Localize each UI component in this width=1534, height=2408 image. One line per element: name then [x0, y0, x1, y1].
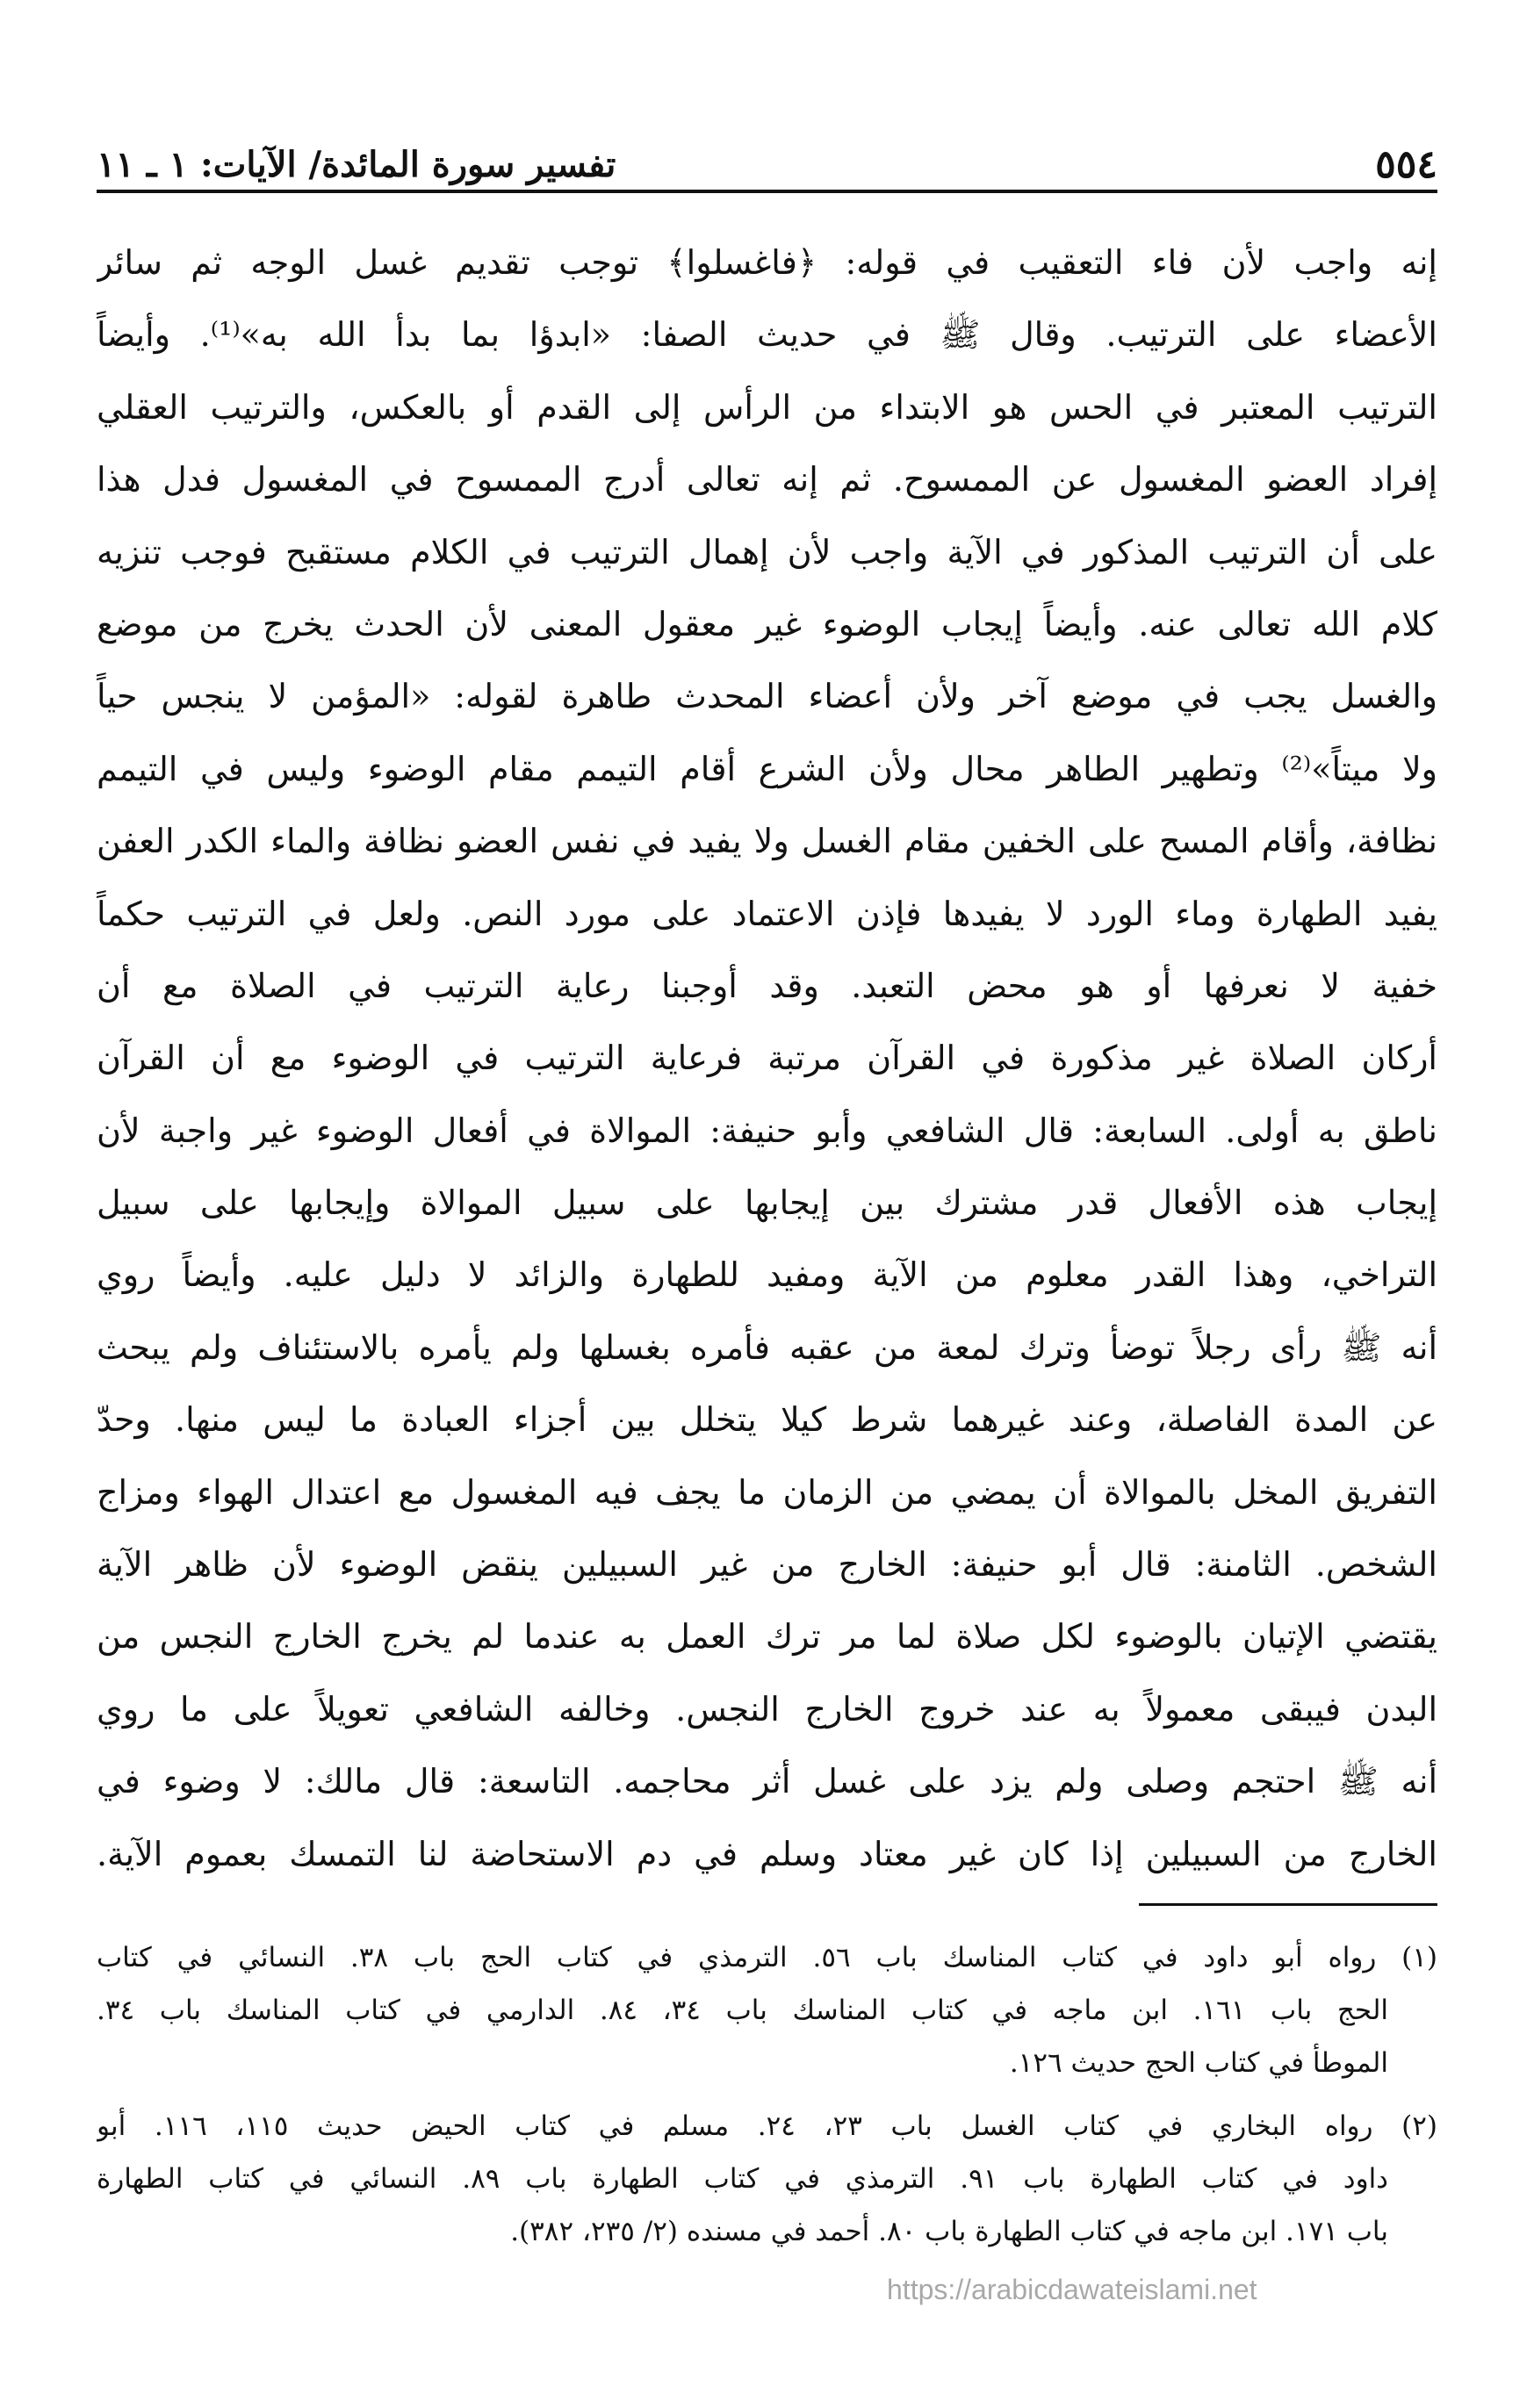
footnotes: [97, 1931, 1437, 2268]
text-line: عن المدة الفاصلة، وعند غيرهما شرط كيلا يتخلل بين أجزاء العبادة ما ليس منها. وحدّ: [97, 1400, 1437, 1440]
text-line: أركان الصلاة غير مذكورة في القرآن مرتبة فرعاية الترتيب في الوضوء مع أن القرآن: [97, 1039, 1437, 1078]
footnote-1: [97, 1931, 1437, 2089]
text-line: الأعضاء على الترتيب. وقال ﷺ في حديث الصفا: «ابدؤا بما بدأ الله به»⁽¹⁾. وأيضاً: [97, 315, 1437, 355]
footnote-separator: [1139, 1903, 1437, 1906]
text-line: على أن الترتيب المذكور في الآية واجب لأن إهمال الترتيب في الكلام مستقبح فوجب تنزيه: [97, 532, 1437, 571]
text-line: ولا ميتاً»⁽²⁾ وتطهير الطاهر محال ولأن الشرع أقام التيمم مقام الوضوء وليس في التيمم: [97, 749, 1437, 788]
text-line: إيجاب هذه الأفعال قدر مشترك بين إيجابها على سبيل الموالاة وإيجابها على سبيل: [97, 1183, 1437, 1223]
page-header: [97, 132, 1437, 193]
text-line: أنه ﷺ احتجم وصلى ولم يزد على غسل أثر محاجمه. التاسعة: قال مالك: لا وضوء في: [97, 1762, 1437, 1801]
website-watermark: https://arabicdawateislami.net: [887, 2274, 1257, 2305]
text-line: التراخي، وهذا القدر معلوم من الآية ومفيد للطهارة والزائد لا دليل عليه. وأيضاً روي: [97, 1255, 1437, 1295]
text-line: الشخص. الثامنة: قال أبو حنيفة: الخارج من غير السبيلين ينقض الوضوء لأن ظاهر الآية: [97, 1545, 1437, 1585]
page-number: ٥٥٤: [1375, 142, 1437, 187]
footnote-line: باب ١٧١. ابن ماجه في كتاب الطهارة باب ٨٠. أحمد في مسنده (٢/ ٢٣٥، ٣٨٢).: [510, 2216, 1388, 2247]
text-line: خفية لا نعرفها أو هو محض التعبد. وقد أوجبنا رعاية الترتيب في الصلاة مع أن: [97, 966, 1437, 1005]
text-line: نظافة، وأقام المسح على الخفين مقام الغسل ولا يفيد في نفس العضو نظافة والماء الكدر العفن: [97, 822, 1437, 861]
running-title: تفسير سورة المائدة/ الآيات: ١ ـ ١١: [97, 144, 616, 185]
footnote-2: [97, 2100, 1437, 2258]
text-line: إفراد العضو المغسول عن الممسوح. ثم إنه تعالى أدرج الممسوح في المغسول فدل هذا: [97, 460, 1437, 500]
footnote-line: الموطأ في كتاب الحج حديث ١٢٦.: [1009, 2047, 1388, 2079]
text-line: الخارج من السبيلين إذا كان غير معتاد وسلم في دم الاستحاضة لنا التمسك بعموم الآية.: [97, 1834, 1437, 1873]
main-text: [97, 226, 1437, 1890]
text-line: أنه ﷺ رأى رجلاً توضأ وترك لمعة من عقبه فأمره بغسلها ولم يأمره بالاستئناف ولم يبحث: [97, 1327, 1437, 1367]
text-line: يفيد الطهارة وماء الورد لا يفيدها فإذن الاعتماد على مورد النص. ولعل في الترتيب حكماً: [97, 894, 1437, 933]
text-line: يقتضي الإتيان بالوضوء لكل صلاة لما مر ترك العمل به عندما لم يخرج الخارج النجس من: [97, 1617, 1437, 1657]
footnote-line: داود في كتاب الطهارة باب ٩١. الترمذي في كتاب الطهارة باب ٨٩. النسائي في كتاب الطهارة: [97, 2163, 1388, 2195]
text-line: البدن فيبقى معمولاً به عند خروج الخارج النجس. وخالفه الشافعي تعويلاً على ما روي: [97, 1689, 1437, 1729]
text-line: والغسل يجب في موضع آخر ولأن أعضاء المحدث طاهرة لقوله: «المؤمن لا ينجس حياً: [97, 677, 1437, 716]
text-line: التفريق المخل بالموالاة أن يمضي من الزمان ما يجف فيه المغسول مع اعتدال الهواء ومزاج: [97, 1472, 1437, 1512]
text-line: الترتيب المعتبر في الحس هو الابتداء من الرأس إلى القدم أو بالعكس، والترتيب العقلي: [97, 387, 1437, 427]
text-line: ناطق به أولى. السابعة: قال الشافعي وأبو حنيفة: الموالاة في أفعال الوضوء غير واجبة لأن: [97, 1111, 1437, 1150]
text-line: كلام الله تعالى عنه. وأيضاً إيجاب الوضوء غير معقول المعنى لأن الحدث يخرج من موضع: [97, 604, 1437, 643]
text-line: إنه واجب لأن فاء التعقيب في قوله: ﴿فاغسلوا﴾ توجب تقديم غسل الوجه ثم سائر: [97, 243, 1437, 282]
footnote-line: (٢) رواه البخاري في كتاب الغسل باب ٢٣، ٢٤. مسلم في كتاب الحيض حديث ١١٥، ١١٦. أبو: [97, 2110, 1437, 2142]
footnote-line: (١) رواه أبو داود في كتاب المناسك باب ٥٦. الترمذي في كتاب الحج باب ٣٨. النسائي في كتاب: [97, 1942, 1437, 1973]
footnote-line: الحج باب ١٦١. ابن ماجه في كتاب المناسك باب ٣٤، ٨٤. الدارمي في كتاب المناسك باب ٣٤.: [97, 1995, 1389, 2026]
